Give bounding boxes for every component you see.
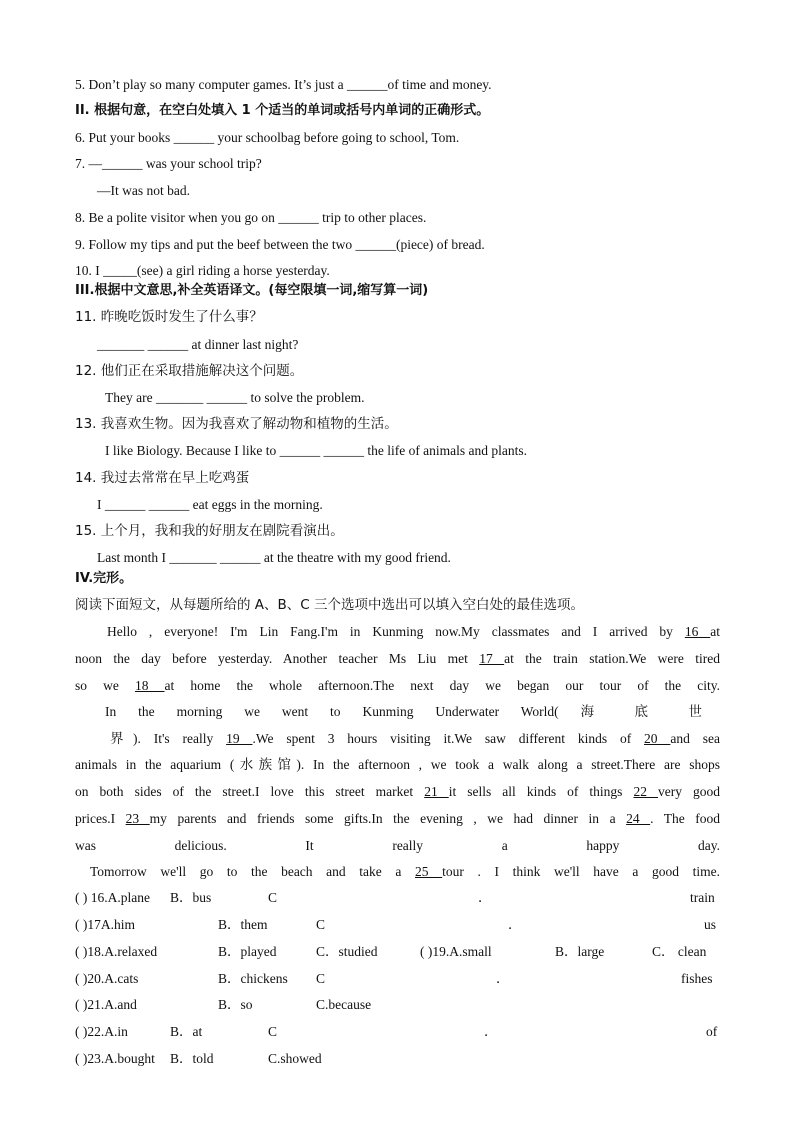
option-20-b: B．chickens bbox=[218, 971, 288, 986]
option-20-a: ( )20.A.cats bbox=[75, 971, 139, 986]
passage-line: was delicious. It really a happy day. bbox=[75, 838, 720, 853]
option-19-c: C． clean bbox=[652, 944, 707, 959]
blank-23: 23 bbox=[125, 811, 150, 826]
option-16-a: ( ) 16.A.plane bbox=[75, 890, 150, 905]
option-21-c: C.because bbox=[316, 997, 372, 1012]
passage-line: Tomorrow we'll go to the beach and take a 25 tour . I think we'll have a good time. bbox=[90, 864, 720, 879]
section-iv-heading: IV.完形。 bbox=[75, 571, 133, 586]
option-22-a: ( )22.A.in bbox=[75, 1024, 128, 1039]
option-22-c: C bbox=[268, 1024, 278, 1039]
passage-line: so we 18 at home the whole afternoon.The next day we began our tour of the city. bbox=[75, 678, 720, 693]
blank-18: 18 bbox=[134, 678, 165, 693]
option-22-c-word: of bbox=[706, 1024, 718, 1039]
option-23-a: ( )23.A.bought bbox=[75, 1051, 155, 1066]
question-7: 7. —______ was your school trip? bbox=[75, 156, 262, 171]
blank-20: 20 bbox=[644, 731, 671, 746]
option-23-c: C.showed bbox=[268, 1051, 322, 1066]
question-14-english: I ______ ______ eat eggs in the morning. bbox=[97, 497, 323, 512]
option-21-a: ( )21.A.and bbox=[75, 997, 137, 1012]
question-11-english: _______ ______ at dinner last night? bbox=[97, 337, 299, 352]
question-10: 10. I _____(see) a girl riding a horse yesterday. bbox=[75, 263, 330, 278]
option-20-c-word: fishes bbox=[681, 971, 713, 986]
blank-17: 17 bbox=[479, 651, 505, 666]
blank-16: 16 bbox=[684, 624, 711, 639]
question-12-chinese: 12. 他们正在采取措施解决这个问题。 bbox=[75, 363, 304, 379]
question-11-chinese: 11. 昨晚吃饭时发生了什么事？ bbox=[75, 309, 263, 325]
blank-25: 25 bbox=[415, 864, 443, 879]
option-19-a: ( )19.A.small bbox=[420, 944, 492, 959]
passage-line: on both sides of the street.I love this street market 21 it sells all kinds of things 22 very good bbox=[75, 784, 720, 799]
question-9: 9. Follow my tips and put the beef between the two ______(piece) of bread. bbox=[75, 237, 485, 252]
section-iv-instructions: 阅读下面短文，从每题所给的 A、B、C 三个选项中选出可以填入空白处的最佳选项。 bbox=[75, 597, 585, 613]
option-17-c-word: us bbox=[704, 917, 717, 932]
option-16-c-word: train bbox=[690, 890, 715, 905]
option-22-b: B．at bbox=[170, 1024, 203, 1039]
question-13-english: I like Biology. Because I like to ______ ______ the life of animals and plants. bbox=[105, 443, 528, 458]
passage-line: Hello , everyone! I'm Lin Fang.I'm in Kunming now.My classmates and I arrived by 16 at bbox=[107, 624, 720, 639]
question-8: 8. Be a polite visitor when you go on ______ trip to other places. bbox=[75, 210, 427, 225]
option-23-b: B．told bbox=[170, 1051, 214, 1066]
option-17-a: ( )17A.him bbox=[75, 917, 135, 932]
passage-line: In the morning we went to Kunming Underwater World( 海 底 世 bbox=[105, 704, 702, 719]
option-21-b: B．so bbox=[218, 997, 253, 1012]
passage-line: prices.I 23 my parents and friends some gifts.In the evening , we had dinner in a 24 . The food bbox=[75, 811, 720, 826]
option-18-b: B．played bbox=[218, 944, 277, 959]
option-17-c: C bbox=[316, 917, 326, 932]
option-22-dot: ． bbox=[484, 1024, 498, 1039]
option-16-b: B．bus bbox=[170, 890, 212, 905]
blank-19: 19 bbox=[226, 731, 253, 746]
question-14-chinese: 14. 我过去常常在早上吃鸡蛋 bbox=[75, 470, 250, 486]
question-12-english: They are _______ ______ to solve the problem. bbox=[105, 390, 365, 405]
question-7-answer: —It was not bad. bbox=[97, 183, 190, 198]
question-15-chinese: 15. 上个月，我和我的好朋友在剧院看演出。 bbox=[75, 523, 344, 539]
question-5: 5. Don’t play so many computer games. It’s just a ______of time and money. bbox=[75, 77, 492, 92]
option-17-b: B．them bbox=[218, 917, 268, 932]
option-16-dot: ． bbox=[478, 890, 492, 905]
passage-line: 界). It's really 19 .We spent 3 hours visiting it.We saw different kinds of 20 and sea bbox=[110, 731, 720, 746]
passage-line: animals in the aquarium (水族馆). In the afternoon , we took a walk along a street.There are shops bbox=[75, 757, 720, 772]
option-19-b: B．large bbox=[555, 944, 605, 959]
blank-22: 22 bbox=[633, 784, 659, 799]
blank-24: 24 bbox=[626, 811, 651, 826]
option-18-c: C．studied bbox=[316, 944, 378, 959]
section-ii-heading: II. 根据句意，在空白处填入 1 个适当的单词或括号内单词的正确形式。 bbox=[75, 103, 490, 118]
passage-line: noon the day before yesterday. Another teacher Ms Liu met 17 at the train station.We were tired bbox=[75, 651, 720, 666]
question-6: 6. Put your books ______ your schoolbag before going to school, Tom. bbox=[75, 130, 460, 145]
option-17-dot: ． bbox=[508, 917, 522, 932]
option-16-c: C bbox=[268, 890, 278, 905]
blank-21: 21 bbox=[424, 784, 449, 799]
question-15-english: Last month I _______ ______ at the theatre with my good friend. bbox=[97, 550, 451, 565]
question-13-chinese: 13. 我喜欢生物。因为我喜欢了解动物和植物的生活。 bbox=[75, 416, 398, 432]
section-iii-heading: III.根据中文意思,补全英语译文。(每空限填一词,缩写算一词) bbox=[75, 283, 429, 298]
option-20-dot: ． bbox=[496, 971, 510, 986]
option-20-c: C bbox=[316, 971, 326, 986]
option-18-a: ( )18.A.relaxed bbox=[75, 944, 158, 959]
